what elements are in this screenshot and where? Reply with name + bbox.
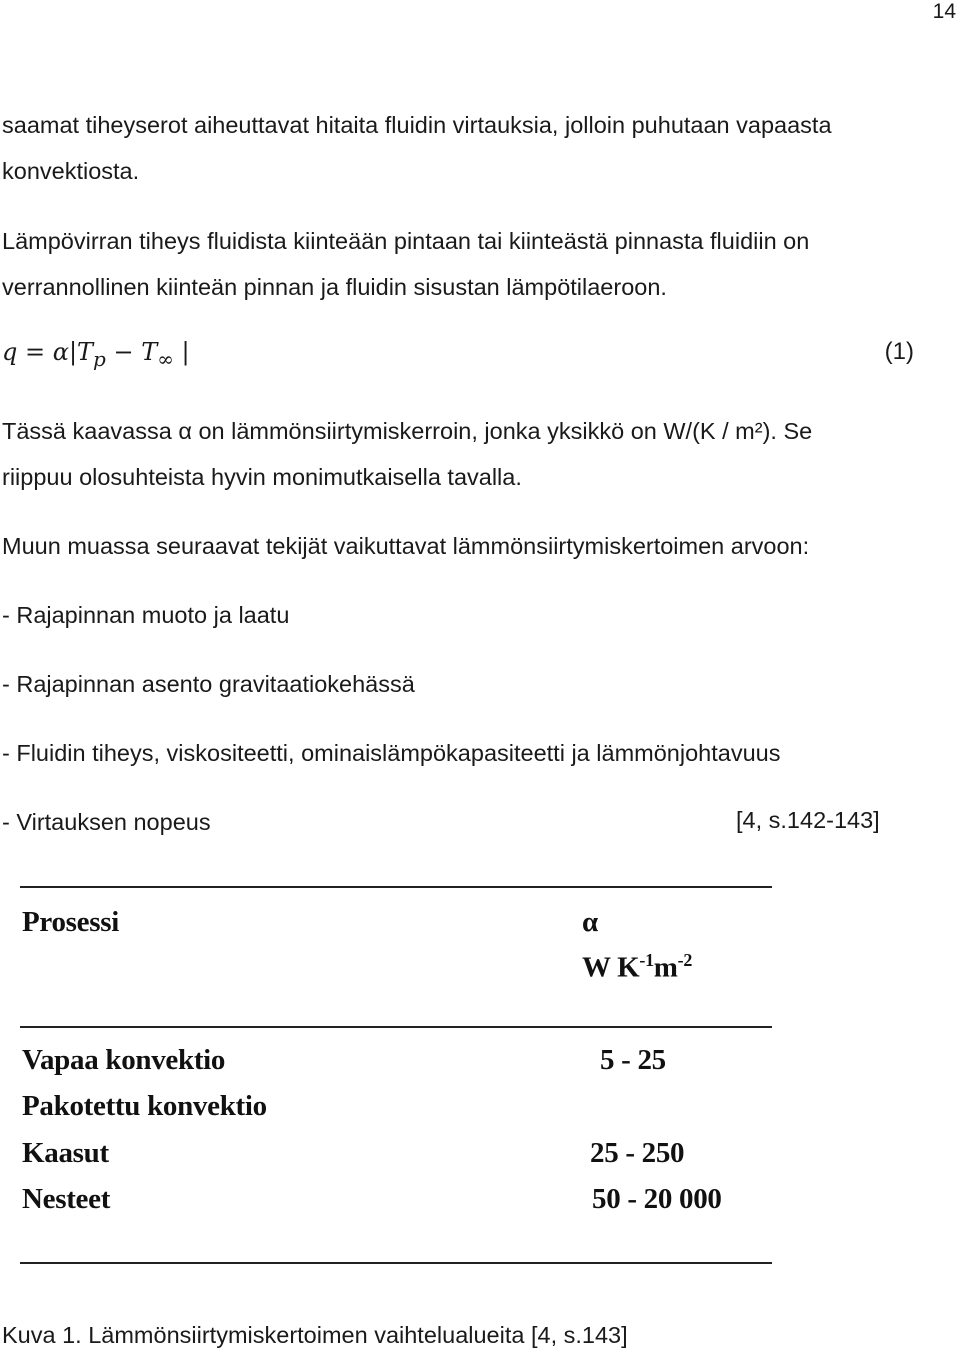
equation-1 (2, 338, 914, 371)
equation-formula: $q = \alpha|T_p - T_\infty$ | (2, 338, 190, 371)
list-item: - Virtauksen nopeus (2, 809, 211, 835)
page-number: 14 (932, 0, 956, 23)
coefficient-table-figure (20, 880, 772, 1270)
equation-number: (1) (884, 338, 914, 365)
table-row-value: 50 - 20 000 (592, 1183, 722, 1215)
list-item: - Rajapinnan asento gravitaatiokehässä (2, 671, 415, 697)
table-top-rule (20, 886, 772, 888)
paragraph-2-line-1: Lämpövirran tiheys fluidista kiinteään pintaan tai kiinteästä pinnasta fluidiin on (2, 228, 810, 254)
paragraph-1-line-2: konvektiosta. (2, 158, 140, 184)
table-row-value: 25 - 250 (590, 1137, 685, 1169)
list-item: - Rajapinnan muoto ja laatu (2, 602, 290, 628)
paragraph-2-line-2: verrannollinen kiinteän pinnan ja fluidin sisustan lämpötilaeroon. (2, 274, 667, 300)
citation: [4, s.142-143] (736, 807, 880, 833)
figure-caption: Kuva 1. Lämmönsiirtymiskertoimen vaihtelualueita [4, s.143] (2, 1322, 628, 1348)
table-row-process: Vapaa konvektio (22, 1044, 226, 1076)
list-item: - Fluidin tiheys, viskositeetti, ominaislämpökapasiteetti ja lämmönjohtavuus (2, 740, 781, 766)
table-bottom-rule (20, 1262, 772, 1264)
table-row-process: Pakotettu konvektio (22, 1090, 267, 1122)
paragraph-1-line-1: saamat tiheyserot aiheuttavat hitaita fluidin virtauksia, jolloin puhutaan vapaasta (2, 112, 832, 138)
table-header-process: Prosessi (22, 906, 119, 938)
paragraph-4: Muun muassa seuraavat tekijät vaikuttavat lämmönsiirtymiskertoimen arvoon: (2, 533, 810, 559)
table-row-process: Kaasut (22, 1137, 109, 1169)
table-row-value: 5 - 25 (600, 1044, 666, 1076)
table-header-rule (20, 1026, 772, 1028)
table-row-process: Nesteet (22, 1183, 111, 1215)
table-header-unit: W $K^{-1}m^{-2}$ (582, 950, 693, 984)
table-header-alpha: α (582, 906, 598, 938)
paragraph-3-line-2: riippuu olosuhteista hyvin monimutkaisella tavalla. (2, 464, 522, 490)
paragraph-3-line-1: Tässä kaavassa α on lämmönsiirtymiskerroin, jonka yksikkö on W/(K / m²). Se (2, 418, 813, 444)
